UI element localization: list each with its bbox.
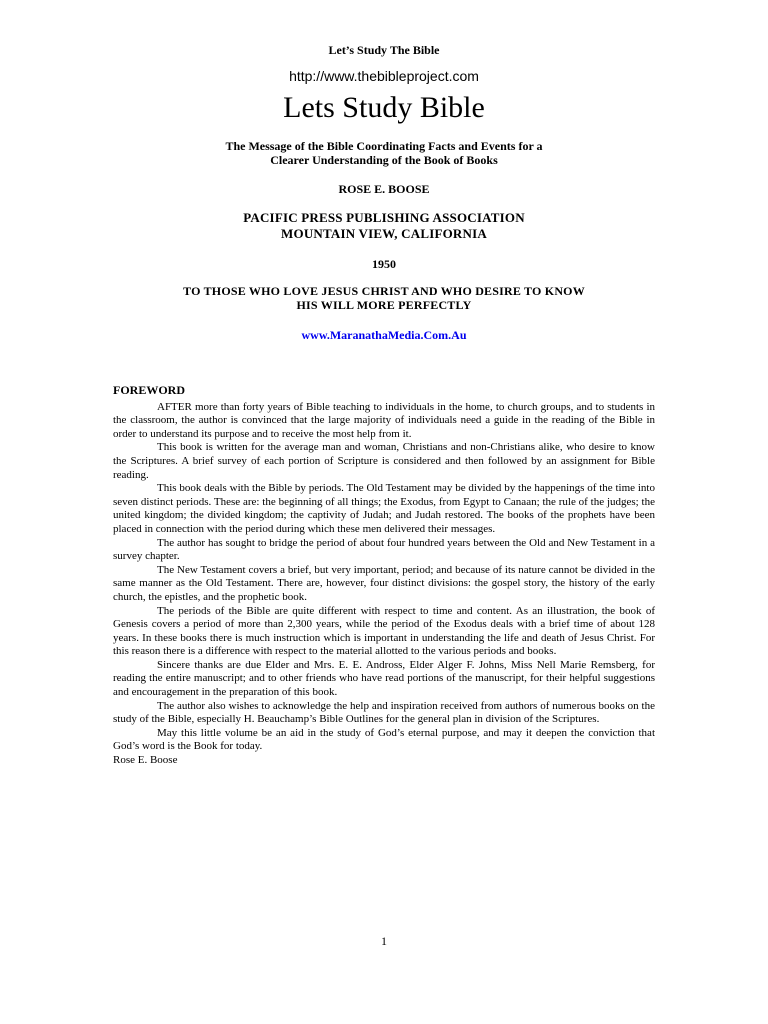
foreword-paragraph: The author has sought to bridge the period of about four hundred years between the Old and New Testament in a survey chapter. <box>113 536 655 563</box>
foreword-paragraph: May this little volume be an aid in the study of God’s eternal purpose, and may it deepen the conviction that God’s word is the Book for today. <box>113 726 655 753</box>
subtitle-line-2: Clearer Understanding of the Book of Books <box>270 153 498 167</box>
foreword-paragraph: The New Testament covers a brief, but very important, period; and because of its nature cannot be divided in the same manner as the Old Testament. There are, however, four distinct divisions: the gospel story, the history of the early church, the epistles, and the prophetic book. <box>113 563 655 603</box>
foreword-paragraph: The author also wishes to acknowledge the help and inspiration received from authors of numerous books on the study of the Bible, especially H. Beauchamp’s Bible Outlines for the general plan in division of the Scriptures. <box>113 699 655 726</box>
website-link[interactable]: www.MaranathaMedia.Com.Au <box>301 328 467 342</box>
publisher-location: MOUNTAIN VIEW, CALIFORNIA <box>281 226 487 241</box>
subtitle-line-1: The Message of the Bible Coordinating Facts and Events for a <box>225 139 543 153</box>
source-url[interactable]: http://www.thebibleproject.com <box>289 68 479 84</box>
foreword-paragraph: The periods of the Bible are quite different with respect to time and content. As an illustration, the book of Genesis covers a period of more than 2,300 years, while the period of the Exodus deals with a brief time of about 128 years. In these books there is much instruction which is important in understanding the life and death of Jesus Christ. For this reason there is a difference with respect to the material allotted to the various periods and books. <box>113 604 655 658</box>
page-number: 1 <box>381 934 387 948</box>
dedication-line-2: HIS WILL MORE PERFECTLY <box>296 298 472 312</box>
dedication-line-1: TO THOSE WHO LOVE JESUS CHRIST AND WHO DESIRE TO KNOW <box>183 284 585 298</box>
publisher-block <box>0 210 768 242</box>
foreword-paragraph: This book deals with the Bible by periods. The Old Testament may be divided by the happenings of the time into seven distinct periods. These are: the beginning of all things; the Exodus, from Egypt to Canaan; the rule of the judges; the united kingdom; the divided kingdom; the captivity of Judah; and Judah restored. The books of the prophets have been placed in connection with the period during which these men delivered their messages. <box>113 482 655 535</box>
foreword-section <box>113 384 655 768</box>
foreword-paragraph: This book is written for the average man and woman, Christians and non-Christians alike, who desire to know the Scriptures. A brief survey of each portion of Scripture is considered and then followed by an assignment for Bible reading. <box>113 441 655 481</box>
foreword-paragraph: Sincere thanks are due Elder and Mrs. E. E. Andross, Elder Alger F. Johns, Miss Nell Marie Remsberg, for reading the entire manuscript; and to other friends who have read portions of the manuscript, for their helpful suggestions and encouragement in the preparation of this book. <box>113 658 655 699</box>
publication-year: 1950 <box>372 257 396 271</box>
foreword-paragraph: AFTER more than forty years of Bible teaching to individuals in the home, to church groups, and to students in the classroom, the author is convinced that the large majority of individuals need a guide in the reading of the Bible in order to understand its purpose and to receive the most help from it. <box>113 400 655 440</box>
foreword-signature: Rose E. Boose <box>113 754 178 767</box>
book-title: Lets Study Bible <box>283 91 485 124</box>
running-header: Let’s Study The Bible <box>328 43 440 57</box>
publisher-name: PACIFIC PRESS PUBLISHING ASSOCIATION <box>243 210 525 225</box>
foreword-heading: FOREWORD <box>113 383 185 397</box>
book-subtitle <box>0 139 768 167</box>
dedication <box>0 284 768 312</box>
book-author: ROSE E. BOOSE <box>338 182 430 196</box>
